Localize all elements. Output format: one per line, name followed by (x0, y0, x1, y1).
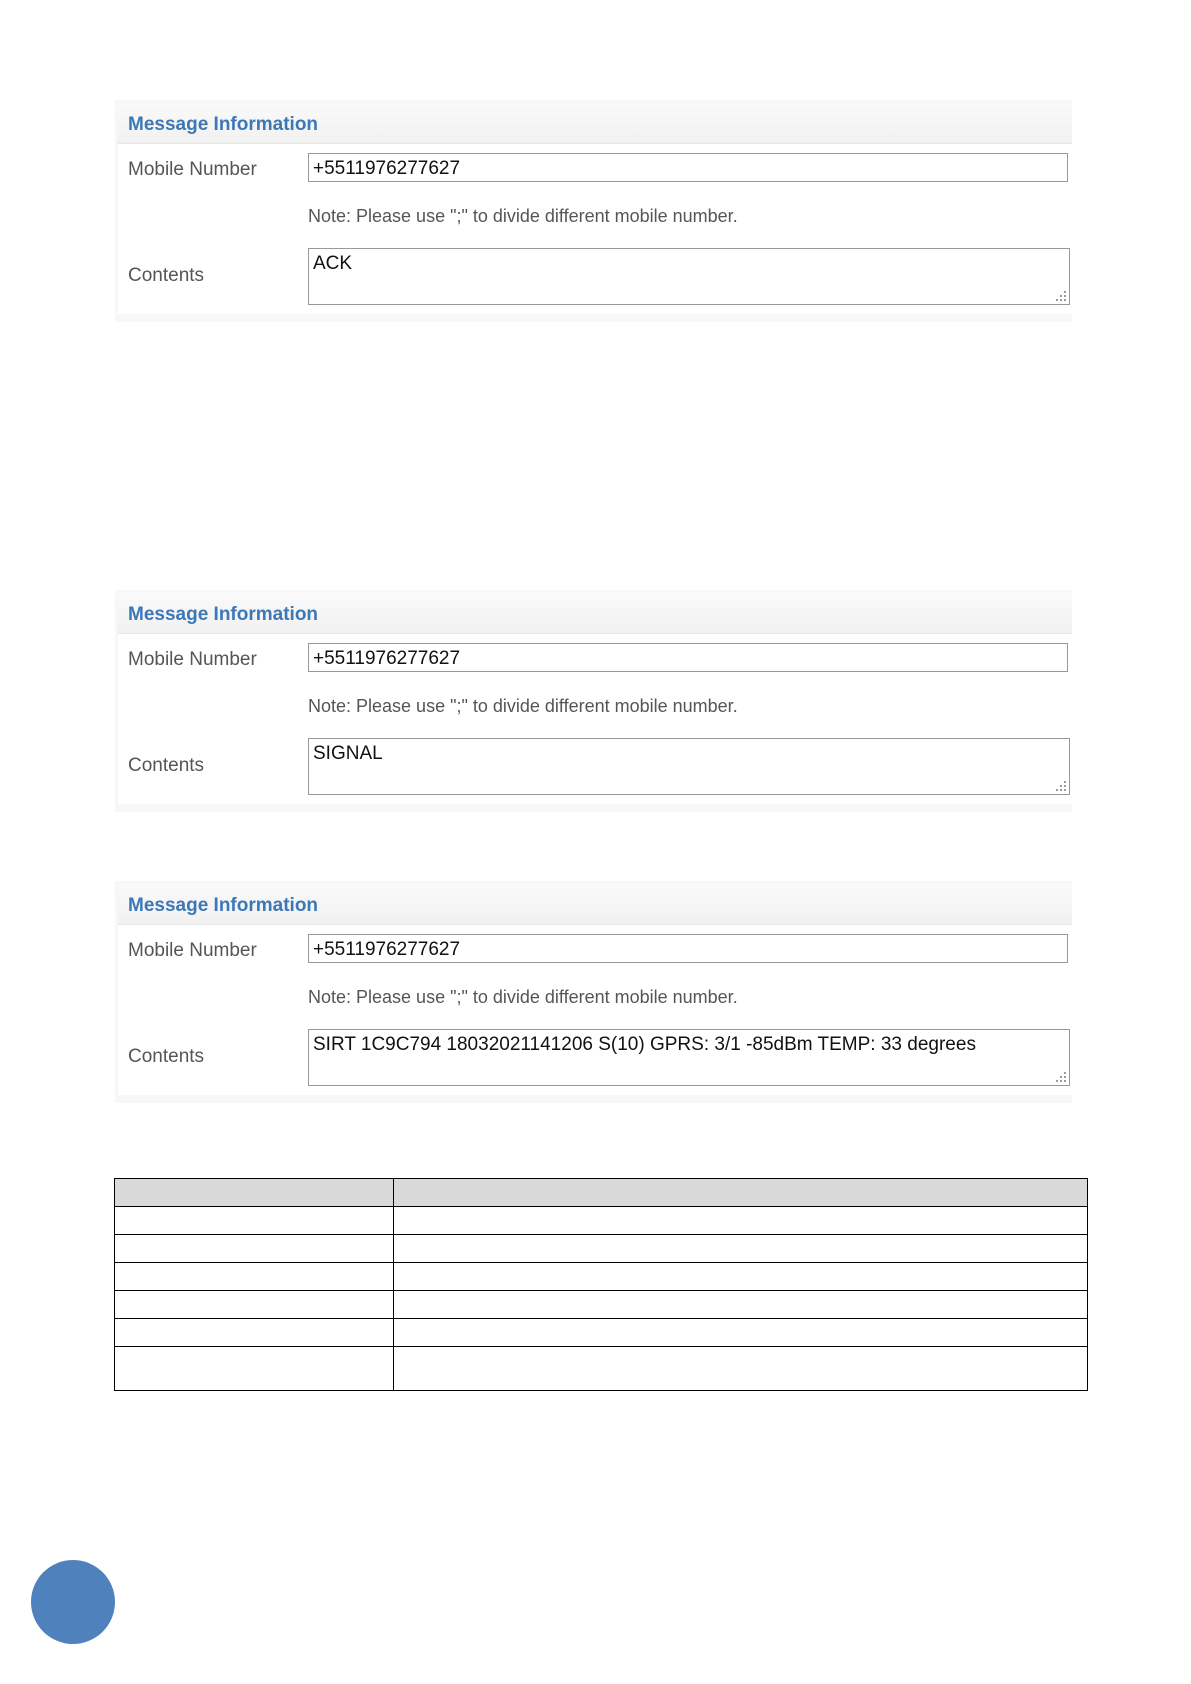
panel-title: Message Information (128, 604, 319, 625)
mobile-number-note: Note: Please use ";" to divide different mobile number. (308, 987, 738, 1007)
table-cell (115, 1235, 394, 1263)
panel-header (118, 593, 1072, 634)
contents-textarea[interactable] (308, 248, 1070, 305)
mobile-number-input[interactable]: +5511976277627 (308, 643, 1068, 672)
table-cell (394, 1347, 1088, 1391)
contents-text: ACK (313, 253, 353, 274)
message-panel-2 (115, 590, 1072, 812)
message-panel-3 (115, 881, 1072, 1103)
table-row (115, 1291, 1088, 1319)
mobile-number-label: Mobile Number (128, 649, 257, 670)
contents-textarea[interactable] (308, 738, 1070, 795)
table-cell (115, 1207, 394, 1235)
mobile-number-note: Note: Please use ";" to divide different mobile number. (308, 206, 738, 226)
resize-grip-icon[interactable] (1056, 1072, 1066, 1082)
mobile-number-label: Mobile Number (128, 940, 257, 961)
table-row (115, 1263, 1088, 1291)
mobile-number-note: Note: Please use ";" to divide different mobile number. (308, 696, 738, 716)
table-cell (394, 1263, 1088, 1291)
panel-header (118, 884, 1072, 925)
table-header-cell (115, 1179, 394, 1207)
panel-title: Message Information (128, 895, 319, 916)
resize-grip-icon[interactable] (1056, 291, 1066, 301)
message-panel-body (118, 593, 1072, 804)
message-panel-body (118, 103, 1072, 314)
table-cell (394, 1319, 1088, 1347)
message-panel-1 (115, 100, 1072, 322)
empty-table (114, 1178, 1088, 1391)
panel-header (118, 103, 1072, 144)
table-cell (115, 1263, 394, 1291)
table-cell (115, 1347, 394, 1391)
table-cell (394, 1207, 1088, 1235)
table-row (115, 1207, 1088, 1235)
contents-text: SIRT 1C9C794 18032021141206 S(10) GPRS: 3/1 -85dBm TEMP: 33 degrees (313, 1034, 976, 1055)
contents-text: SIGNAL (313, 743, 383, 764)
resize-grip-icon[interactable] (1056, 781, 1066, 791)
table-row (115, 1235, 1088, 1263)
contents-label: Contents (128, 1046, 205, 1067)
mobile-number-input[interactable]: +5511976277627 (308, 153, 1068, 182)
table-row (115, 1347, 1088, 1391)
table-header-row (115, 1179, 1088, 1207)
panel-title: Message Information (128, 114, 319, 135)
page-number-badge (31, 1560, 115, 1644)
mobile-number-label: Mobile Number (128, 159, 257, 180)
table-cell (394, 1235, 1088, 1263)
table-header-cell (394, 1179, 1088, 1207)
table-cell (115, 1319, 394, 1347)
message-panel-body (118, 884, 1072, 1095)
table-cell (115, 1291, 394, 1319)
table-row (115, 1319, 1088, 1347)
contents-label: Contents (128, 755, 205, 776)
mobile-number-input[interactable]: +5511976277627 (308, 934, 1068, 963)
contents-label: Contents (128, 265, 205, 286)
table-cell (394, 1291, 1088, 1319)
contents-textarea[interactable] (308, 1029, 1070, 1086)
